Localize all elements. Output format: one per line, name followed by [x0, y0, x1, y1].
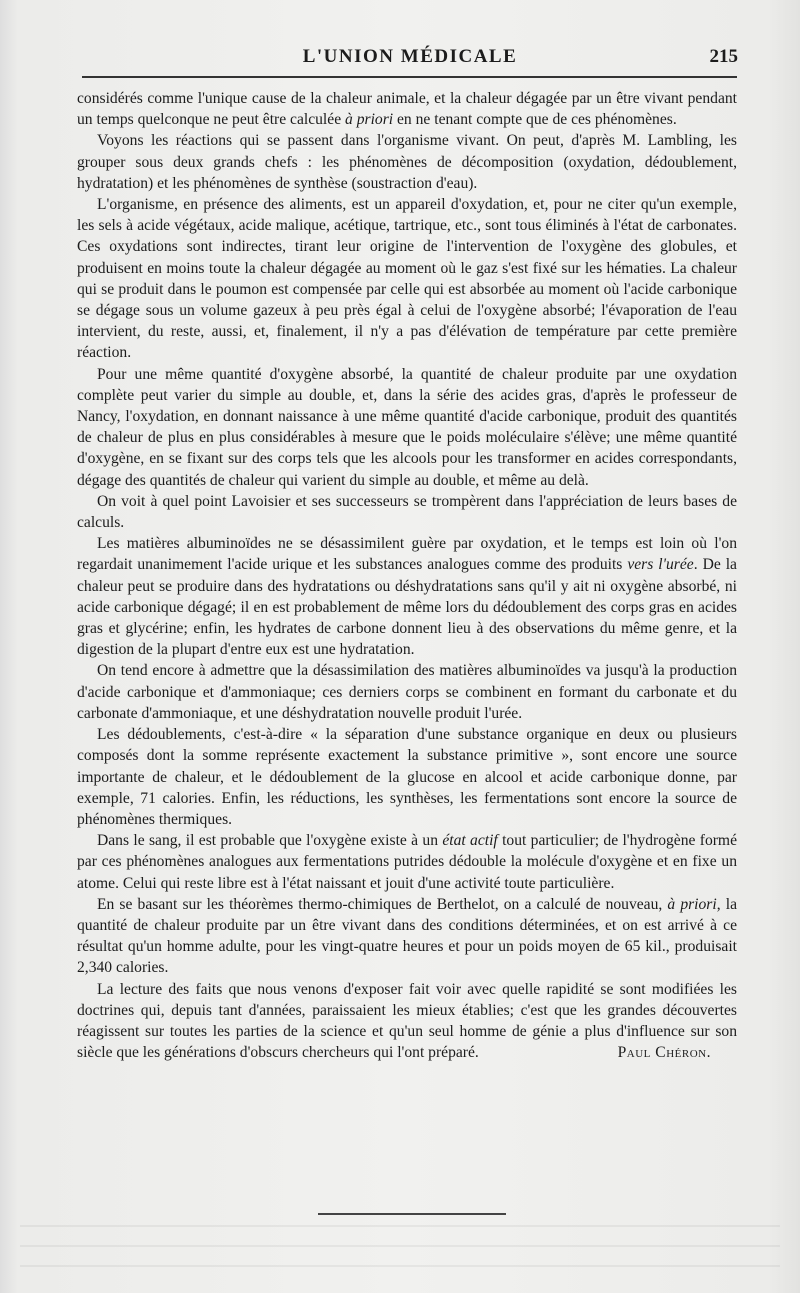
paragraph: Voyons les réactions qui se passent dans l'organisme vivant. On peut, d'après M. Lambling, les grouper sous deux grands chefs : les phénomènes de décomposition (oxydation, dédoublement, hydratation) et les phénomènes de synthèse (soustraction d'eau).: [77, 132, 737, 192]
paragraph: Les matières albuminoïdes ne se désassimilent guère par oxydation, et le temps est loin où l'on regardait unanimement l'acide urique et les substances analogues comme des produits vers l'urée. De la chaleur peut se produire dans des hydratations ou déshydratations sans qu'il y ait ni oxygène absorbé, ni acide carbonique dégagé; il en est probablement de même lors du dédoublement des corps gras en acides gras et glycérine; enfin, les hydrates de carbone donnent lieu à des observations du même genre, et la digestion de la plupart d'entre eux est une hydratation.: [77, 535, 737, 659]
paragraph: On voit à quel point Lavoisier et ses successeurs se trompèrent dans l'appréciation de leurs bases de calculs.: [77, 492, 737, 532]
paragraph: Pour une même quantité d'oxygène absorbé, la quantité de chaleur produite par une oxydation complète peut varier du simple au double, et, dans la série des acides gras, d'après le professeur de Nancy, l'oxydation, en donnant naissance à une même quantité d'acide carbonique, produit des quantités de chaleur de plus en plus considérables à mesure que le poids moléculaire s'élève; une même quantité d'oxygène, en se fixant sur des corps tels que les alcools pour les transformer en acides correspondants, dégage des quantités de chaleur qui varient du simple au double, et même au delà.: [77, 365, 737, 489]
closing-paragraph: [77, 979, 737, 1064]
author-signature: Paul Chéron.: [617, 1044, 711, 1062]
bleed-through-shadow: [20, 1225, 780, 1275]
page-number: 215: [709, 46, 738, 67]
closing-rule: [318, 1213, 506, 1215]
page-header: [80, 38, 740, 72]
paragraph: Les dédoublements, c'est-à-dire « la séparation d'une substance organique en deux ou plusieurs composés dont la somme représente exactement la substance primitive », sont encore une source importante de chaleur, et le dédoublement de la glucose en alcool et acide carbonique donne, par exemple, 71 calories. Enfin, les réductions, les synthèses, les fermentations sont encore la source de phénomènes thermiques.: [77, 726, 737, 828]
closing-paragraph-text: La lecture des faits que nous venons d'exposer fait voir avec quelle rapidité se sont modifiées les doctrines qui, depuis tant d'années, paraissaient les mieux établies; c'est que les grandes découvertes réagissent sur toutes les parties de la science et qu'un seul homme de génie a plus d'influence sur son siècle que les générations d'obscurs chercheurs qui l'ont préparé.: [77, 980, 737, 1062]
paragraph: L'organisme, en présence des aliments, est un appareil d'oxydation, et, pour ne citer qu'un exemple, les sels à acide végétaux, acide malique, acétique, tartrique, etc., sont tous éliminés à l'état de carbonates. Ces oxydations sont indirectes, tirant leur origine de l'intervention de l'oxygène des globules, et produisent en moins toute la chaleur dégagée au moment où le gaz s'est fixé sur les hématies. La chaleur qui se produit dans le poumon est compensée par celle qui est absorbée au moment où l'acide carbonique se dégage sous un volume gazeux à peu près égal à celui de l'oxygène absorbé; l'évaporation de l'eau intervient, du reste, aussi, et, finalement, il n'y a pas d'élévation de température par cette première réaction.: [77, 196, 737, 362]
paragraph: On tend encore à admettre que la désassimilation des matières albuminoïdes va jusqu'à la production d'acide carbonique et d'ammoniaque; ces derniers corps se combinent en formant du carbonate et du carbonate d'ammoniaque, et une déshydratation nouvelle produit l'urée.: [77, 662, 737, 722]
article-body: [77, 88, 737, 1063]
header-rule: [82, 76, 737, 78]
paragraph: considérés comme l'unique cause de la chaleur animale, et la chaleur dégagée par un être vivant pendant un temps quelconque ne peut être calculée à priori en ne tenant compte que de ces phénomènes.: [77, 90, 737, 129]
paragraph: Dans le sang, il est probable que l'oxygène existe à un état actif tout particulier; de l'hydrogène formé par ces phénomènes analogues aux fermentations putrides dédouble la molécule d'oxygène et en fixe un atome. Celui qui reste libre est à l'état naissant et jouit d'une activité toute particulière.: [77, 832, 737, 892]
paragraph: En se basant sur les théorèmes thermo-chimiques de Berthelot, on a calculé de nouveau, à priori, la quantité de chaleur produite par un être vivant dans des conditions déterminées, et on est arrivé à ce résultat qu'un homme adulte, pour les vingt-quatre heures et pour un poids moyen de 65 kil., produisait 2,340 calories.: [77, 895, 737, 977]
running-title: L'UNION MÉDICALE: [302, 46, 518, 67]
